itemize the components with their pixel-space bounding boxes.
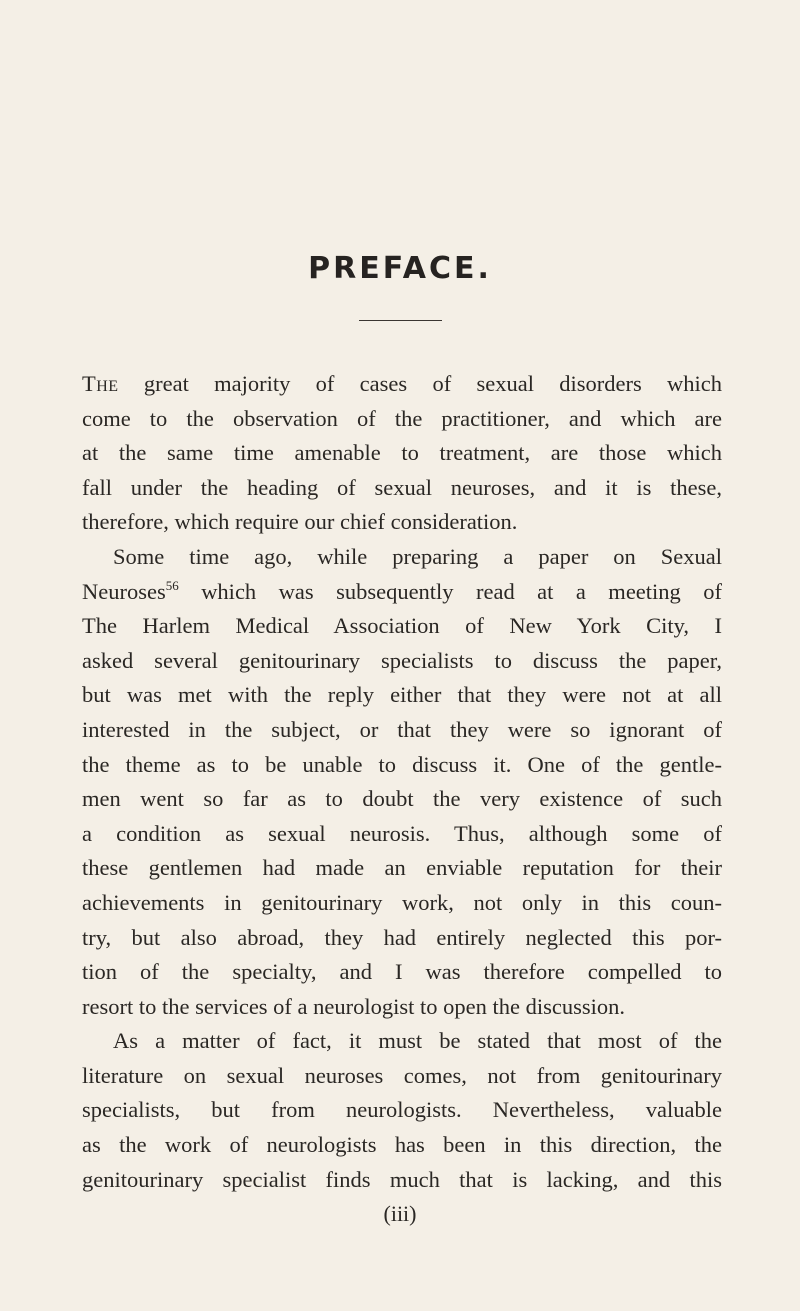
- text-line: specialists, but from neurologists. Nevertheless, valuable: [82, 1097, 722, 1123]
- text-line: at the same time amenable to treatment, are those which: [82, 440, 722, 466]
- text-line: but was met with the reply either that they were not at all: [82, 682, 722, 708]
- text-line: try, but also abroad, they had entirely neglected this por-: [82, 924, 722, 950]
- text-line: come to the observation of the practitioner, and which are: [82, 405, 722, 431]
- text-line: fall under the heading of sexual neuroses, and it is these,: [82, 474, 722, 500]
- text-line: a condition as sexual neurosis. Thus, although some of: [82, 820, 722, 846]
- lead-word: The: [82, 371, 119, 396]
- preface-body: [82, 367, 722, 1197]
- text-line: tion of the specialty, and I was therefore compelled to: [82, 959, 722, 985]
- footnote-reference: 56: [165, 577, 179, 593]
- text-line: the theme as to be unable to discuss it. One of the gentle-: [82, 751, 722, 777]
- text-line: The great majority of cases of sexual disorders which: [82, 371, 722, 396]
- text-line: Neuroses$^{56}$ which was subsequently read at a meeting of: [82, 577, 722, 604]
- text-line: these gentlemen had made an enviable reputation for their: [82, 855, 722, 881]
- heading-rule: [359, 320, 442, 321]
- text-line: genitourinary specialist finds much that is lacking, and this: [82, 1166, 722, 1192]
- text-line: as the work of neurologists has been in this direction, the: [82, 1132, 722, 1158]
- text-line: interested in the subject, or that they were so ignorant of: [82, 716, 722, 742]
- text-line: As a matter of fact, it must be stated that most of the: [113, 1028, 722, 1054]
- text-line: resort to the services of a neurologist to open the discussion.: [82, 993, 626, 1019]
- page-number: (iii): [383, 1201, 417, 1226]
- text-line: men went so far as to doubt the very existence of such: [82, 786, 722, 812]
- text-line: literature on sexual neuroses comes, not from genitourinary: [82, 1062, 722, 1088]
- text-line: therefore, which require our chief consideration.: [82, 509, 518, 535]
- text-line: Some time ago, while preparing a paper on Sexual: [113, 543, 722, 569]
- text-line: The Harlem Medical Association of New York City, I: [82, 613, 722, 639]
- preface-heading: PREFACE.: [308, 251, 492, 286]
- text-line: achievements in genitourinary work, not only in this coun-: [82, 889, 722, 915]
- text-line: asked several genitourinary specialists to discuss the paper,: [82, 647, 722, 673]
